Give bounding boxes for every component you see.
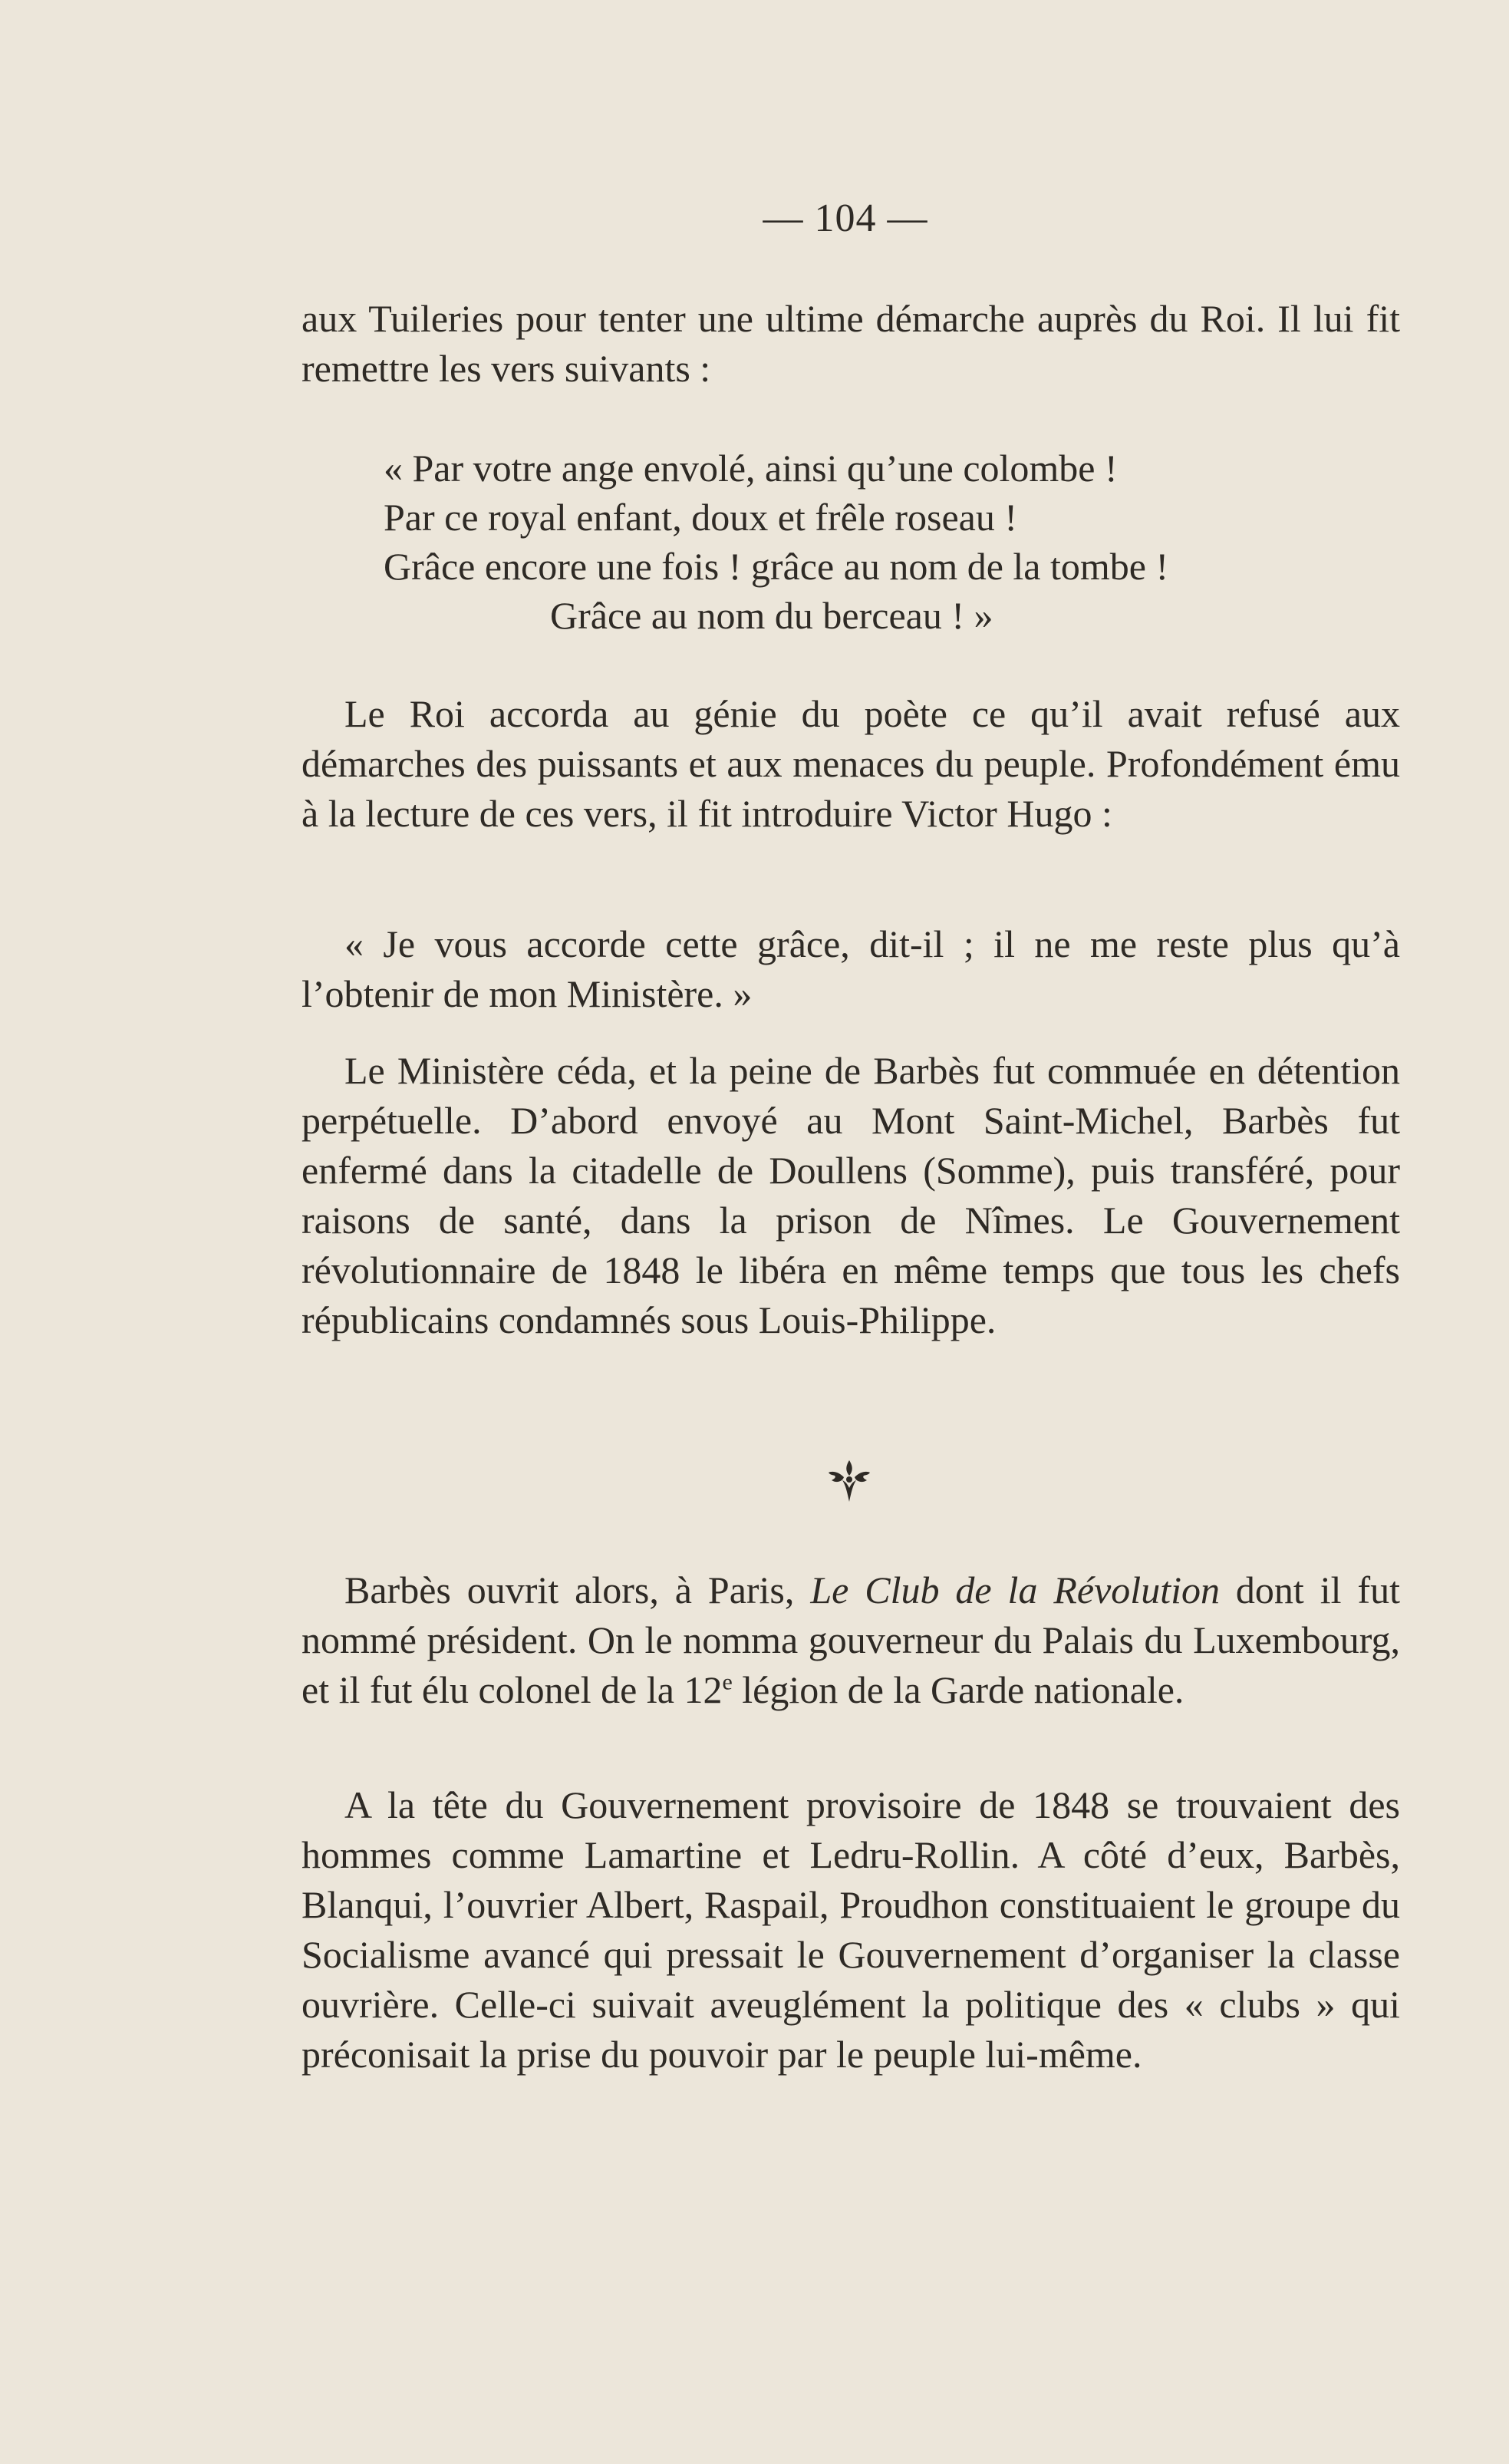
- paragraph-quote: [301, 919, 1400, 1019]
- verse-line: Grâce encore une fois ! grâce au nom de la tombe !: [384, 545, 1169, 588]
- paragraph-ministry: [301, 1046, 1400, 1345]
- verse-quote: [384, 444, 1381, 640]
- paragraph-king: [301, 689, 1400, 839]
- club-title: Le Club de la Révolution: [810, 1568, 1220, 1611]
- paragraph-opening: [301, 294, 1400, 394]
- paragraph-government: [301, 1780, 1400, 2080]
- paragraph-text: [301, 1565, 1400, 1715]
- verse-line: Grâce au nom du berceau ! »: [550, 594, 993, 637]
- verse-line: « Par votre ange envolé, ainsi qu’une colombe !: [384, 447, 1118, 490]
- text-run: Barbès ouvrit alors, à Paris,: [344, 1568, 811, 1611]
- text-run: dont il fut nommé président. On le nomma gouverneur du Palais du Luxembourg, et il fut élu colonel de la 12: [301, 1568, 1400, 1711]
- paragraph-text: « Je vous accorde cette grâce, dit-il ; il ne me reste plus qu’à l’obtenir de mon Ministère. »: [301, 922, 1400, 1015]
- text-run: légion de la Garde nationale.: [732, 1668, 1184, 1711]
- paragraph-club: [301, 1565, 1400, 1715]
- paragraph-text: Le Roi accorda au génie du poète ce qu’il avait refusé aux démarches des puissants et aux menaces du peuple. Profondément ému à la lecture de ces vers, il fit introduire Victor Hugo :: [301, 692, 1400, 835]
- verse-line: Par ce royal enfant, doux et frêle roseau !: [384, 496, 1018, 539]
- ordinal-superscript: e: [722, 1669, 733, 1695]
- paragraph-text: Le Ministère céda, et la peine de Barbès fut commuée en détention perpétuelle. D’abord envoyé au Mont Saint-Michel, Barbès fut enfermé dans la citadelle de Doullens (Somme), puis transféré, pour raisons de santé, dans la prison de Nîmes. Le Gouvernement révolutionnaire de 1848 le libéra en même temps que tous les chefs républicains condamnés sous Louis-Philippe.: [301, 1049, 1400, 1341]
- paragraph-text: aux Tuileries pour tenter une ultime démarche auprès du Roi. Il lui fit remettre les vers suivants :: [301, 297, 1400, 390]
- page-number: — 104 —: [763, 196, 928, 240]
- paragraph-text: A la tête du Gouvernement provisoire de 1848 se trouvaient des hommes comme Lamartine et Ledru-Rollin. A côté d’eux, Barbès, Blanqui, l’ouvrier Albert, Raspail, Proudhon constituaient le groupe du Socialisme avancé qui pressait le Gouvernement d’organiser la classe ouvrière. Celle-ci suivait aveuglément la politique des « clubs » qui préconisait la prise du pouvoir par le peuple lui-même.: [301, 1783, 1400, 2076]
- fleuron-icon: [822, 1454, 876, 1508]
